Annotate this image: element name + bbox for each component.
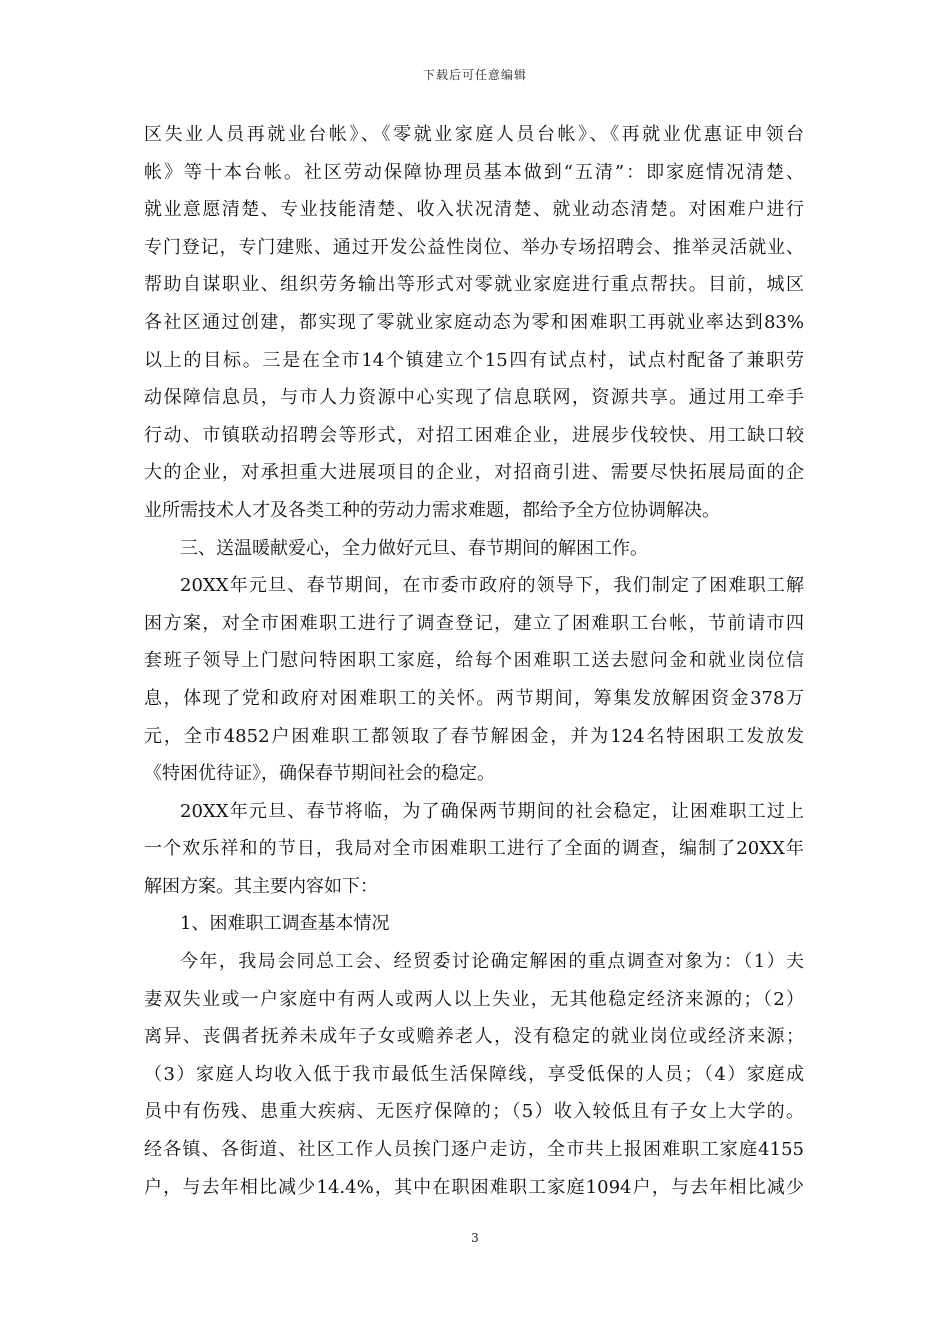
page-header: 下载后可任意编辑 [422, 68, 527, 82]
text-line: 动保障信息员，与市人力资源中心实现了信息联网，资源共享。通过用工牵手 [144, 387, 804, 409]
text-line: 《特困优待证》，确保春节期间社会的稳定。 [144, 763, 495, 785]
text-line: 困方案，对全市困难职工进行了调查登记，建立了困难职工台帐，节前请市四 [144, 612, 804, 634]
text-line: 帐》等十本台帐。社区劳动保障协理员基本做到“五清”：即家庭情况清楚、 [144, 161, 804, 183]
text-line: 员中有伤残、患重大疾病、无医疗保障的；（5）收入较低且有子女上大学的。 [144, 1101, 804, 1123]
text-line: （3）家庭人均收入低于我市最低生活保障线，享受低保的人员；（4）家庭成 [144, 1063, 804, 1085]
text-line: 元，全市4852户困难职工都领取了春节解困金，并为124名特困职工发放发 [144, 725, 804, 747]
text-line: 离异、丧偶者抚养未成年子女或赡养老人，没有稳定的就业岗位或经济来源； [144, 1026, 804, 1048]
text-line: 区失业人员再就业台帐》、《零就业家庭人员台帐》、《再就业优惠证申领台 [144, 124, 804, 145]
text-line: 解困方案。其主要内容如下： [144, 875, 378, 897]
text-line: 经各镇、各街道、社区工作人员挨门逐户走访，全市共上报困难职工家庭4155 [144, 1139, 804, 1161]
text-line: 20XX年元旦、春节将临，为了确保两节期间的社会稳定，让困难职工过上 [180, 800, 804, 822]
text-line: 套班子领导上门慰问特困职工家庭，给每个困难职工送去慰问金和就业岗位信 [144, 650, 804, 672]
text-line: 一个欢乐祥和的节日，我局对全市困难职工进行了全面的调查，编制了20XX年 [144, 838, 804, 860]
text-line: 大的企业，对承担重大进展项目的企业，对招商引进、需要尽快拓展局面的企 [144, 462, 804, 484]
text-line: 20XX年元旦、春节期间，在市委市政府的领导下，我们制定了困难职工解 [180, 575, 804, 597]
text-line: 各社区通过创建，都实现了零就业家庭动态为零和困难职工再就业率达到83% [144, 311, 804, 333]
text-line: 帮助自谋职业、组织劳务输出等形式对零就业家庭进行重点帮扶。目前，城区 [144, 274, 804, 296]
text-line: 今年，我局会同总工会、经贸委讨论确定解困的重点调查对象为：（1）夫 [180, 951, 804, 973]
text-line: 三、送温暖献爱心，全力做好元旦、春节期间的解困工作。 [180, 537, 648, 559]
text-line: 1、困难职工调查基本情况 [180, 913, 390, 935]
text-line: 妻双失业或一户家庭中有两人或两人以上失业，无其他稳定经济来源的；（2） [144, 988, 804, 1010]
text-line: 以上的目标。三是在全市14个镇建立个15四有试点村，试点村配备了兼职劳 [144, 349, 804, 371]
text-line: 息，体现了党和政府对困难职工的关怀。两节期间，筹集发放解困资金378万 [144, 687, 804, 709]
text-line: 户，与去年相比减少14.4%，其中在职困难职工家庭1094户，与去年相比减少 [144, 1176, 804, 1198]
text-line: 行动、市镇联动招聘会等形式，对招工困难企业，进展步伐较快、用工缺口较 [144, 424, 804, 446]
text-line: 就业意愿清楚、专业技能清楚、收入状况清楚、就业动态清楚。对困难户进行 [144, 199, 804, 221]
text-line: 专门登记，专门建账、通过开发公益性岗位、举办专场招聘会、推举灵活就业、 [144, 236, 804, 258]
document-body [144, 116, 804, 1206]
text-line: 业所需技术人才及各类工种的劳动力需求难题，都给予全方位协调解决。 [144, 499, 720, 521]
page-number: 3 [471, 1231, 479, 1245]
